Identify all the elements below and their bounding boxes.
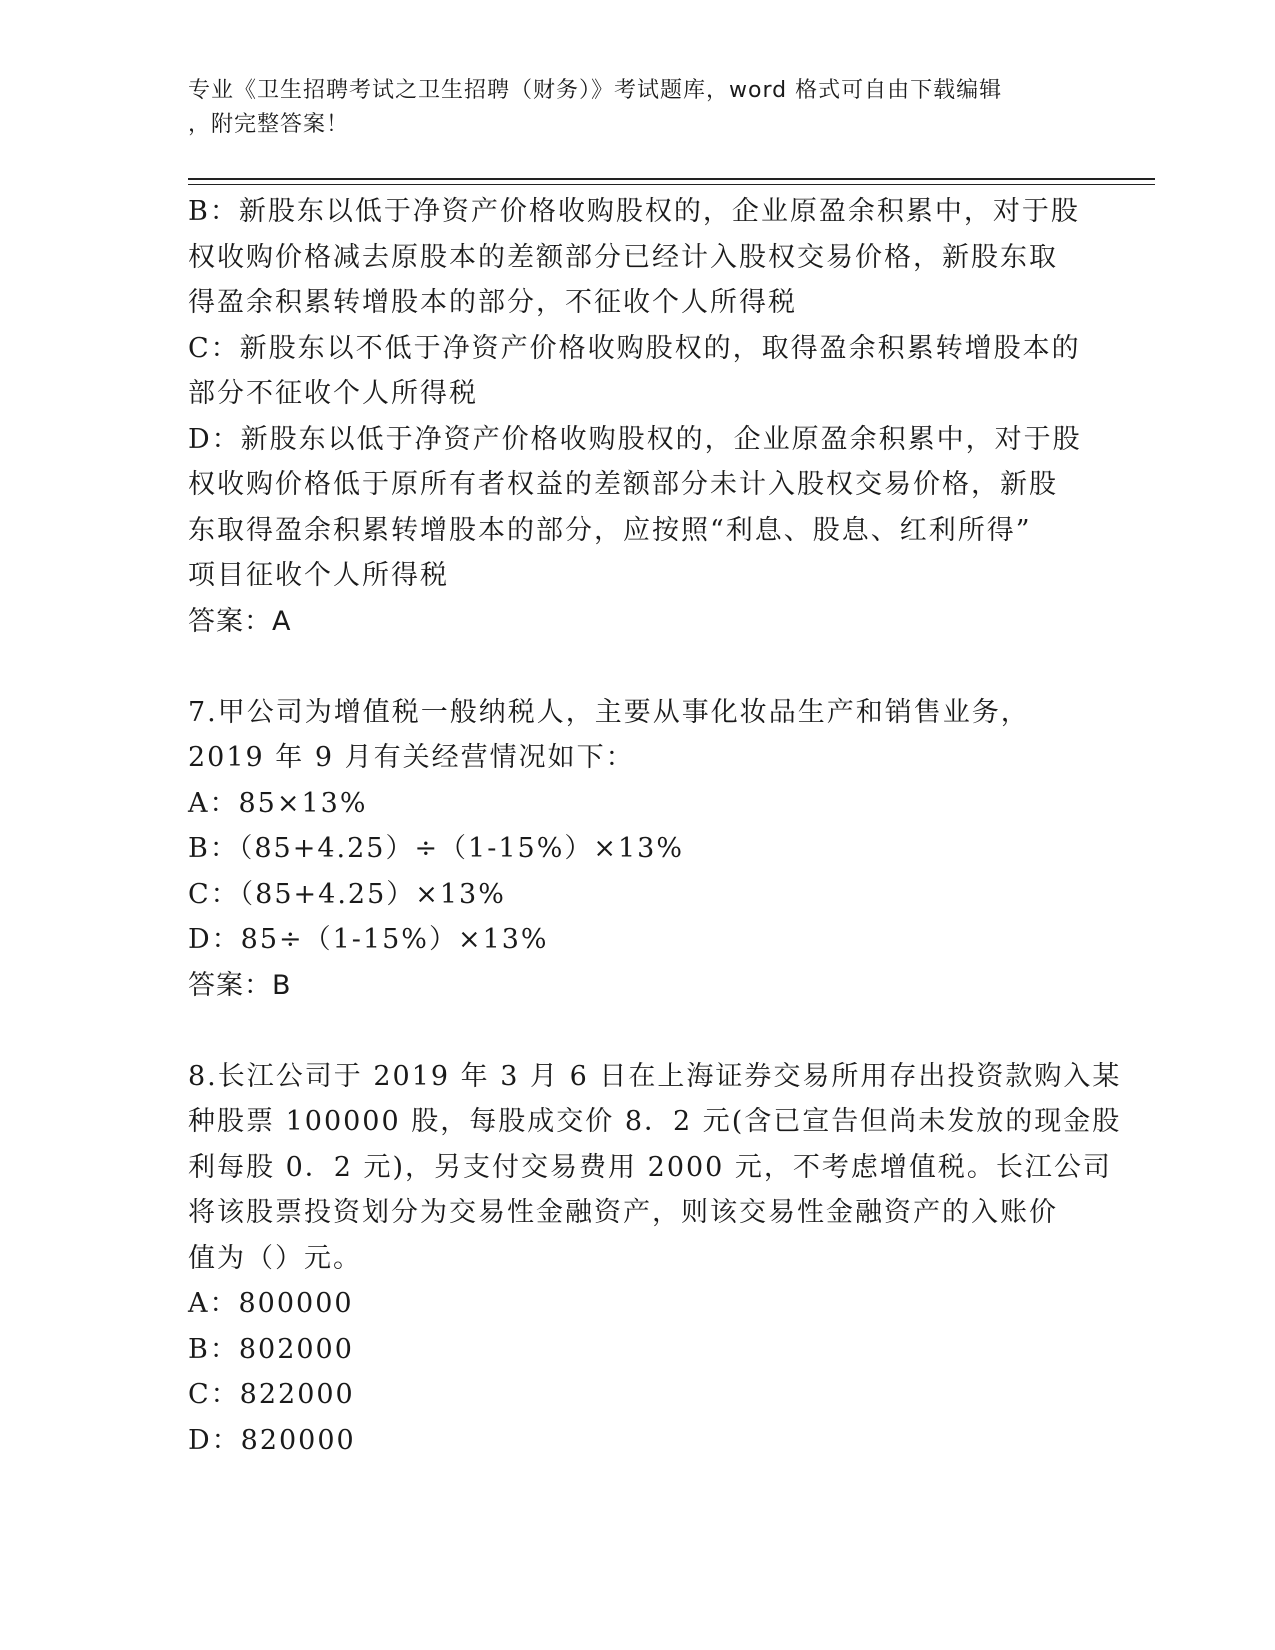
q6-option-d-line: 东取得盈余积累转增股本的部分，应按照“利息、股息、红利所得” bbox=[188, 514, 1032, 546]
q6-option-c-line: 部分不征收个人所得税 bbox=[188, 378, 478, 409]
q7-option-c: C：（85+4.25）×13% bbox=[188, 878, 506, 910]
page-header bbox=[188, 74, 1068, 142]
q7-answer: 答案：B bbox=[188, 969, 292, 1001]
q6-option-b bbox=[188, 189, 1088, 326]
q7-stem-line: 2019 年 9 月有关经营情况如下： bbox=[188, 742, 635, 773]
q6-option-b-line: 权收购价格减去原股本的差额部分已经计入股权交易价格，新股东取 bbox=[188, 241, 1058, 273]
q8-stem-line: 值为（）元。 bbox=[188, 1242, 362, 1274]
q6-answer: 答案：A bbox=[188, 605, 292, 637]
q6-option-b-line: B：新股东以低于净资产价格收购股权的，企业原盈余积累中，对于股 bbox=[188, 196, 1080, 227]
q6-option-b-line: 得盈余积累转增股本的部分，不征收个人所得税 bbox=[188, 287, 797, 318]
q8-stem-line: 种股票 100000 股，每股成交价 8．2 元(含已宣告但尚未发放的现金股 bbox=[188, 1106, 1122, 1137]
q7-option-d: D：85÷（1-15%）×13% bbox=[188, 924, 549, 955]
q8-option-d: D：820000 bbox=[188, 1424, 356, 1456]
q8-option-c: C：822000 bbox=[188, 1379, 355, 1410]
header-line-1: 专业《卫生招聘考试之卫生招聘（财务）》考试题库，word 格式可自由下载编辑 bbox=[188, 78, 1003, 103]
q6-option-d-line: 项目征收个人所得税 bbox=[188, 560, 449, 591]
q8-option-a: A：800000 bbox=[188, 1288, 354, 1319]
question-8 bbox=[188, 1054, 1122, 1464]
q8-option-b: B：802000 bbox=[188, 1333, 354, 1365]
q7-option-b: B：（85+4.25）÷（1-15%）×13% bbox=[188, 833, 685, 864]
q6-option-d bbox=[188, 417, 1088, 599]
question-7 bbox=[188, 690, 1088, 1009]
q7-stem-line: 7.甲公司为增值税一般纳税人，主要从事化妆品生产和销售业务， bbox=[188, 696, 1030, 728]
q8-stem-line: 将该股票投资划分为交易性金融资产，则该交易性金融资产的入账价 bbox=[188, 1197, 1058, 1228]
question-6-continued bbox=[188, 189, 1088, 644]
q6-option-d-line: D：新股东以低于净资产价格收购股权的，企业原盈余积累中，对于股 bbox=[188, 423, 1082, 455]
q6-option-d-line: 权收购价格低于原所有者权益的差额部分未计入股权交易价格，新股 bbox=[188, 469, 1058, 500]
q8-stem-line: 8.长江公司于 2019 年 3 月 6 日在上海证券交易所用存出投资款购入某 bbox=[188, 1060, 1122, 1092]
q6-option-c-line: C：新股东以不低于净资产价格收购股权的，取得盈余积累转增股本的 bbox=[188, 332, 1081, 364]
header-line-2: ，附完整答案！ bbox=[188, 112, 350, 137]
q6-option-c bbox=[188, 326, 1088, 417]
document-body bbox=[188, 189, 1122, 1463]
header-divider-thick bbox=[188, 178, 1155, 180]
spacer bbox=[188, 1008, 1088, 1054]
q7-option-a: A：85×13% bbox=[188, 787, 368, 819]
header-divider-thin bbox=[188, 184, 1155, 185]
spacer bbox=[188, 644, 1088, 690]
q8-stem-line: 利每股 0．2 元)，另支付交易费用 2000 元，不考虑增值税。长江公司 bbox=[188, 1151, 1112, 1183]
